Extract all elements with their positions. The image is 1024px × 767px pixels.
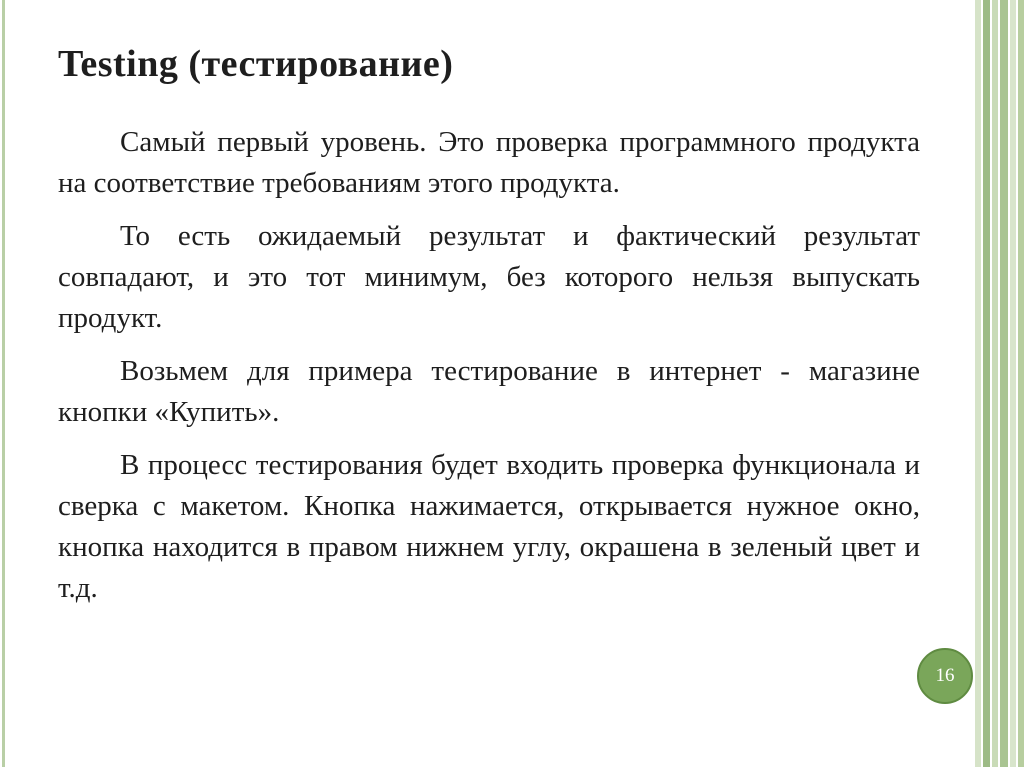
page-number-badge <box>917 648 973 704</box>
decorative-stripe <box>992 0 998 767</box>
slide-body <box>58 122 920 621</box>
decorative-stripe <box>1018 0 1024 767</box>
slide-title: Testing (тестирование) <box>58 43 454 85</box>
paragraph: Самый первый уровень. Это проверка программного продукта на соответствие требованиям этого продукта. <box>58 126 920 199</box>
paragraph: То есть ожидаемый результат и фактический результат совпадают, и это тот минимум, без которого нельзя выпускать продукт. <box>58 220 920 334</box>
decorative-stripe <box>1000 0 1008 767</box>
decorative-stripe <box>975 0 981 767</box>
paragraph: Возьмем для примера тестирование в интернет - магазине кнопки «Купить». <box>58 355 920 428</box>
decorative-stripe <box>1010 0 1016 767</box>
left-border-line <box>2 0 5 767</box>
page-number: 16 <box>935 665 955 686</box>
paragraph: В процесс тестирования будет входить проверка функционала и сверка с макетом. Кнопка нажимается, открывается нужное окно, кнопка находится в правом нижнем углу, окрашена в зеленый цвет и т.д. <box>58 449 920 604</box>
decorative-stripe <box>983 0 990 767</box>
